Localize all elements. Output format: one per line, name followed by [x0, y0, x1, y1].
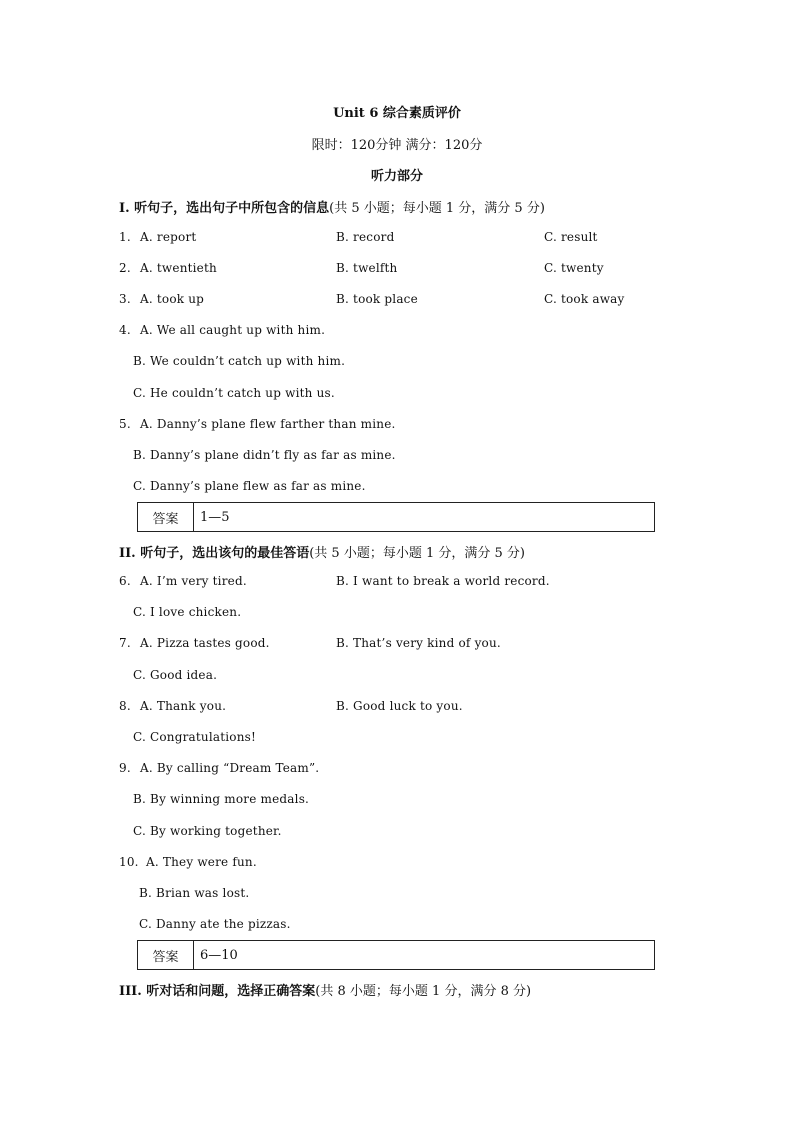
option-a: A. Thank you.: [140, 699, 227, 713]
answer-label: 答案: [138, 941, 194, 969]
question-number: 2.: [119, 261, 131, 275]
option-b: B. took place: [336, 292, 418, 306]
question-number: 4.: [119, 323, 131, 337]
option-a: A. took up: [140, 292, 205, 306]
option-c: C. result: [544, 230, 598, 244]
answer-label: 答案: [138, 503, 194, 531]
option-c: C. Danny’s plane flew as far as mine.: [133, 479, 366, 493]
option-b: B. By winning more medals.: [133, 792, 310, 806]
question-number: 3.: [119, 292, 131, 306]
option-c: C. He couldn’t catch up with us.: [133, 386, 335, 400]
option-b: B. That’s very kind of you.: [336, 636, 501, 650]
option-c: C. Danny ate the pizzas.: [139, 917, 291, 931]
option-b: B. twelfth: [336, 261, 398, 275]
option-c: C. Congratulations!: [133, 730, 257, 744]
option-a: A. They were fun.: [146, 855, 257, 869]
option-b: B. Brian was lost.: [139, 886, 250, 900]
option-a: A. report: [140, 230, 197, 244]
question-number: 1.: [119, 230, 131, 244]
option-a: A. twentieth: [140, 261, 217, 275]
question-number: 6.: [119, 574, 131, 588]
option-c: C. Good idea.: [133, 668, 218, 682]
option-b: B. Danny’s plane didn’t fly as far as mine.: [133, 448, 396, 462]
question-number: 5.: [119, 417, 131, 431]
option-a: A. I’m very tired.: [140, 574, 247, 588]
answer-range: 6—10: [200, 947, 238, 963]
question-number: 9.: [119, 761, 131, 775]
answer-box-6-10: [137, 940, 655, 970]
question-number: 8.: [119, 699, 131, 713]
question-number: 10.: [119, 855, 139, 869]
option-b: B. We couldn’t catch up with him.: [133, 354, 346, 368]
option-a: A. By calling “Dream Team”.: [140, 761, 320, 775]
page-title: Unit 6 综合素质评价: [333, 106, 461, 121]
option-a: A. We all caught up with him.: [140, 323, 326, 337]
section-2-heading: II. 听句子，选出该句的最佳答语(共 5 小题；每小题 1 分，满分 5 分): [119, 546, 525, 561]
section-3-heading: III. 听对话和问题，选择正确答案(共 8 小题；每小题 1 分，满分 8 分): [119, 984, 532, 999]
option-c: C. took away: [544, 292, 625, 306]
option-b: B. I want to break a world record.: [336, 574, 550, 588]
option-b: B. record: [336, 230, 395, 244]
option-c: C. twenty: [544, 261, 604, 275]
option-b: B. Good luck to you.: [336, 699, 463, 713]
time-score-limits: 限时：120分钟 满分：120分: [311, 138, 483, 153]
question-number: 7.: [119, 636, 131, 650]
section-1-heading: I. 听句子，选出句子中所包含的信息(共 5 小题；每小题 1 分，满分 5 分): [119, 201, 545, 216]
option-c: C. I love chicken.: [133, 605, 242, 619]
answer-range: 1—5: [200, 509, 230, 525]
option-c: C. By working together.: [133, 824, 282, 838]
answer-box-1-5: [137, 502, 655, 532]
option-a: A. Pizza tastes good.: [140, 636, 270, 650]
option-a: A. Danny’s plane flew farther than mine.: [140, 417, 396, 431]
part-heading: 听力部分: [370, 169, 423, 184]
